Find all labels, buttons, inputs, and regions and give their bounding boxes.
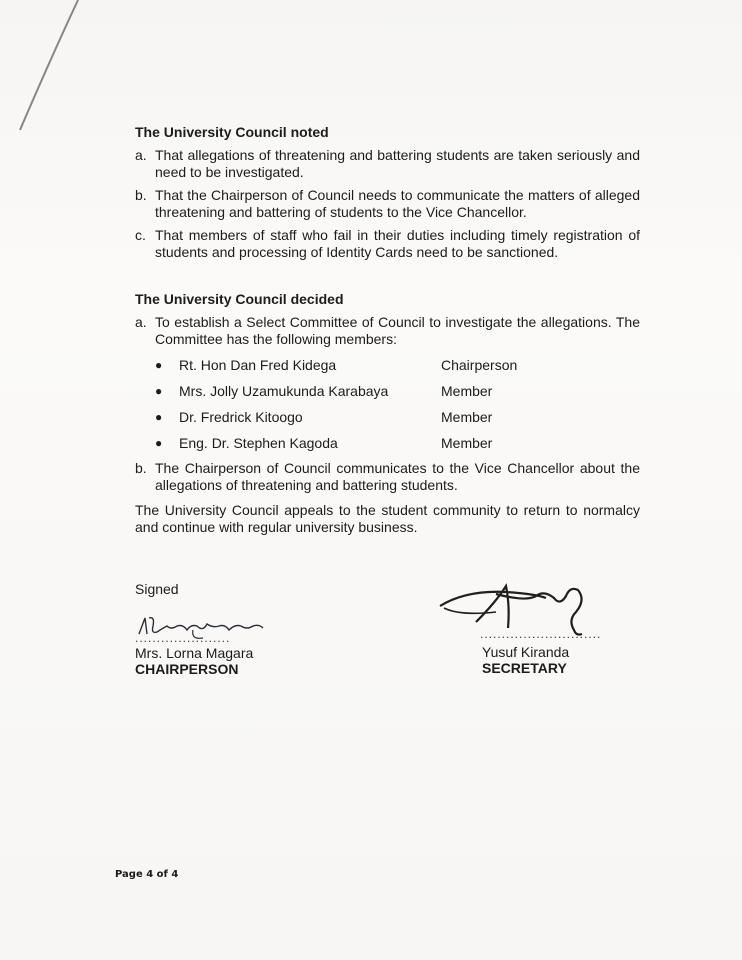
noted-section [135,124,640,261]
secretary-title: SECRETARY [482,660,567,676]
member-name: Dr. Fredrick Kitoogo [179,408,303,425]
chairperson-block [135,645,253,677]
noted-item [135,227,640,261]
minutes-body [135,124,640,536]
secretary-block [482,644,569,676]
secretary-name: Yusuf Kiranda [482,644,570,660]
committee-member [155,378,640,404]
bullet-icon: ● [155,383,163,398]
page-fold-mark [0,0,90,200]
noted-list [135,147,640,261]
decided-list-continued [135,460,640,494]
item-text: That allegations of threatening and battering students are taken seriously and need to be investigated. [155,147,640,180]
item-text: The Chairperson of Council communicates to the Vice Chancellor about the allegations of threatening and battering students. [155,460,640,493]
item-marker: a. [135,147,147,163]
item-text: That members of staff who fail in their duties including timely registration of students and processing of Identity Cards need to be sanctioned. [155,227,640,260]
decided-section [135,291,640,536]
member-role: Chairperson [441,356,518,373]
item-marker: c. [135,227,146,243]
page-number: Page 4 of 4 [115,869,179,880]
member-role: Member [441,382,493,399]
decided-list [135,314,640,348]
member-role: Member [441,408,493,425]
item-marker: b. [135,460,147,476]
item-marker: a. [135,314,147,330]
decided-heading: The University Council decided [135,291,344,307]
chairperson-name: Mrs. Lorna Magara [135,645,254,661]
committee-members-list [135,352,640,456]
signature-line-left: ...................... [135,631,231,645]
noted-heading: The University Council noted [135,124,329,140]
bullet-icon: ● [155,409,163,424]
noted-item [135,187,640,221]
bullet-icon: ● [155,357,163,372]
item-marker: b. [135,187,147,203]
member-role: Member [441,434,493,451]
appeal-paragraph: The University Council appeals to the student community to return to normalcy and continue with regular university business. [135,502,640,535]
noted-item [135,147,640,181]
decided-item-a [135,314,640,348]
item-text: That the Chairperson of Council needs to communicate the matters of alleged threatening and battering of students to the Vice Chancellor. [155,187,640,220]
decided-item-b [135,460,640,494]
chairperson-title: CHAIRPERSON [135,661,239,677]
member-name: Eng. Dr. Stephen Kagoda [179,434,338,451]
committee-member [155,404,640,430]
item-text: To establish a Select Committee of Council to investigate the allegations. The Committee has the following members: [155,314,640,347]
bullet-icon: ● [155,435,163,450]
signed-label: Signed [135,581,179,597]
member-name: Mrs. Jolly Uzamukunda Karabaya [179,382,389,399]
member-name: Rt. Hon Dan Fred Kidega [179,356,337,373]
committee-member [155,352,640,378]
committee-member [155,430,640,456]
signature-line-right: ............................ [480,627,602,641]
